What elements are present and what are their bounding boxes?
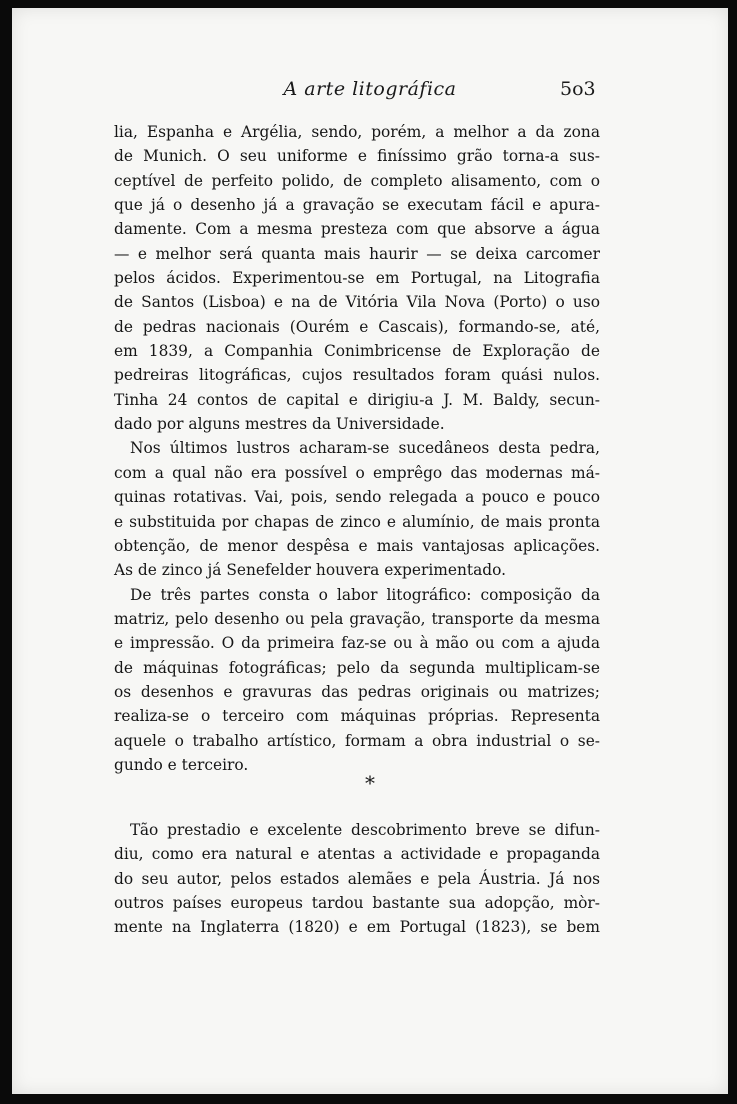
body-text <box>114 120 600 777</box>
page-number: 5o3 <box>560 78 596 100</box>
text-line: matriz, pelo desenho ou pela gravação, transporte da mesma <box>114 609 600 628</box>
text-line: aquele o trabalho artístico, formam a obra industrial o se- <box>114 731 600 750</box>
text-line: de pedras nacionais (Ourém e Cascais), formando-se, até, <box>114 317 600 336</box>
text-line: pelos ácidos. Experimentou-se em Portugal, na Litografia <box>114 269 600 288</box>
text-line: com a qual não era possível o emprêgo das modernas má- <box>114 463 600 482</box>
text-line: damente. Com a mesma presteza com que absorve a água <box>114 220 600 239</box>
text-line: de Munich. O seu uniforme e finíssimo grão torna-a sus- <box>114 147 600 166</box>
text-line: em 1839, a Companhia Conimbricense de Exploração de <box>114 342 600 361</box>
text-line: dado por alguns mestres da Universidade. <box>114 415 445 434</box>
text-line: gundo e terceiro. <box>114 755 249 774</box>
text-line: As de zinco já Senefelder houvera experimentado. <box>114 561 506 580</box>
text-line: do seu autor, pelos estados alemães e pela Áustria. Já nos <box>114 869 600 888</box>
text-line: Tinha 24 contos de capital e dirigiu-a J. M. Baldy, secun- <box>114 390 600 409</box>
section-break-asterisk: * <box>365 771 375 795</box>
text-line: e impressão. O da primeira faz-se ou à mão ou com a ajuda <box>114 634 600 653</box>
body-text-continued <box>114 818 600 940</box>
text-line: pedreiras litográficas, cujos resultados foram quási nulos. <box>114 366 600 385</box>
text-line: os desenhos e gravuras das pedras originais ou matrizes; <box>114 682 600 701</box>
text-line: obtenção, de menor despêsa e mais vantajosas aplicações. <box>114 536 600 555</box>
text-line: de máquinas fotográficas; pelo da segunda multiplicam-se <box>114 658 600 677</box>
text-line: lia, Espanha e Argélia, sendo, porém, a melhor a da zona <box>114 123 600 141</box>
text-line: quinas rotativas. Vai, pois, sendo relegada a pouco e pouco <box>114 488 600 507</box>
text-line: ceptível de perfeito polido, de completo alisamento, com o <box>114 171 600 190</box>
text-line: e substituida por chapas de zinco e alumínio, de mais pronta <box>114 512 600 531</box>
text-line: realiza-se o terceiro com máquinas próprias. Representa <box>114 707 600 726</box>
text-line: mente na Inglaterra (1820) e em Portugal (1823), se bem <box>114 918 600 937</box>
text-line: que já o desenho já a gravação se executam fácil e apura- <box>114 196 600 215</box>
book-page <box>12 8 728 1094</box>
text-line: diu, como era natural e atentas a actividade e propaganda <box>114 845 600 864</box>
text-line: Tão prestadio e excelente descobrimento breve se difun- <box>130 821 600 839</box>
text-line: Nos últimos lustros acharam-se sucedâneos desta pedra, <box>130 439 600 458</box>
text-line: de Santos (Lisboa) e na de Vitória Vila Nova (Porto) o uso <box>114 293 600 312</box>
text-line: — e melhor será quanta mais haurir — se deixa carcomer <box>114 244 600 263</box>
text-line: De três partes consta o labor litográfico: composição da <box>130 585 600 604</box>
text-line: outros países europeus tardou bastante sua adopção, mòr- <box>114 894 600 913</box>
running-title: A arte litográfica <box>283 78 457 100</box>
